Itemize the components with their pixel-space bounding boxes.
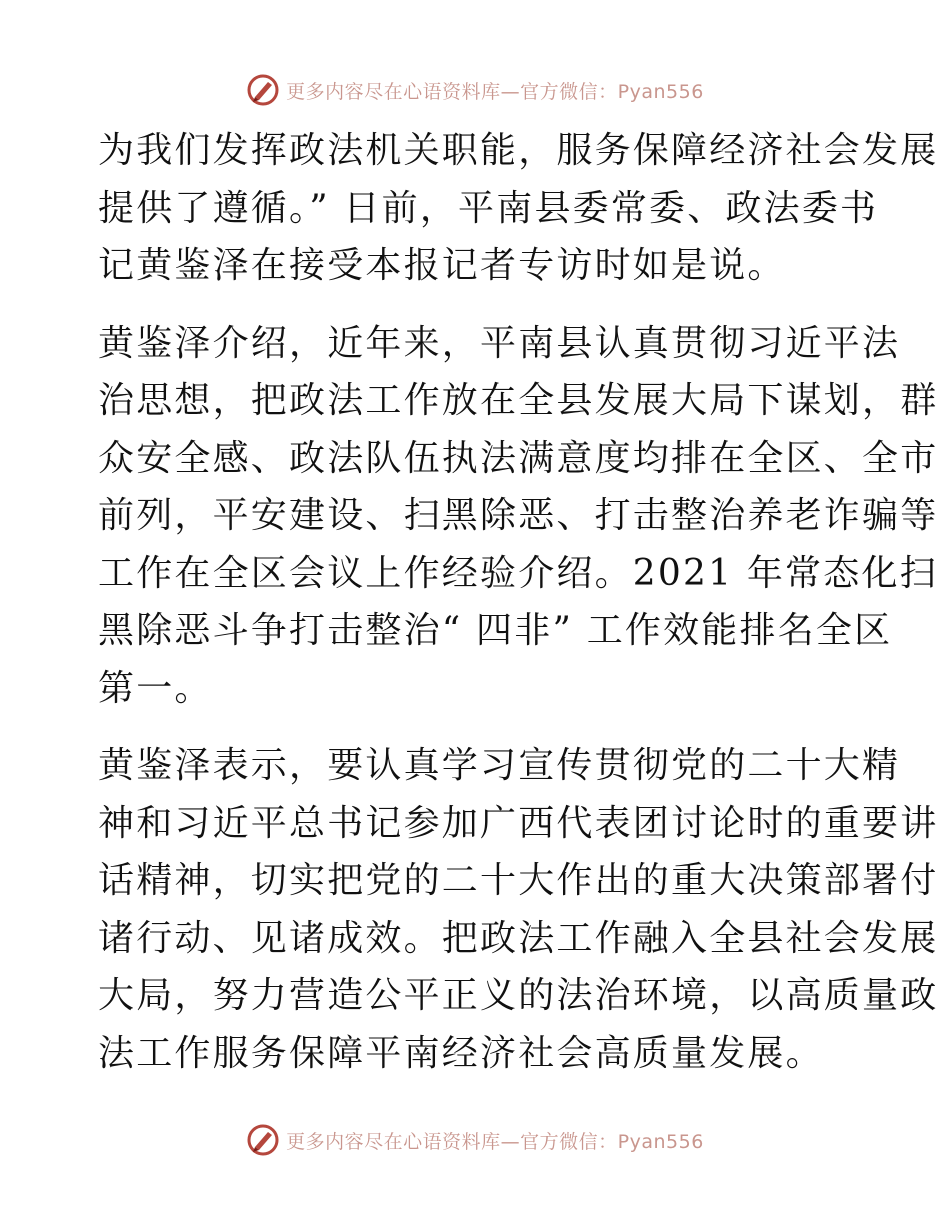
text-line: 记黄鉴泽在接受本报记者专访时如是说。 bbox=[98, 245, 786, 286]
text-line: 提供了遵循。” 日前，平南县委常委、政法委书 bbox=[98, 187, 879, 229]
watermark-text: 更多内容尽在心语资料库—官方微信：Pyan556 bbox=[286, 1130, 704, 1153]
footer-watermark bbox=[0, 1120, 950, 1160]
header-watermark bbox=[0, 70, 950, 110]
pen-logo-icon bbox=[246, 73, 280, 107]
text-line: 诸行动、见诸成效。把政法工作融入全县社会发展 bbox=[98, 917, 939, 959]
text-line: 前列，平安建设、扫黑除恶、打击整治养老诈骗等 bbox=[98, 495, 939, 536]
text-line: 为我们发挥政法机关职能，服务保障经济社会发展 bbox=[98, 130, 939, 171]
text-line: 黄鉴泽表示，要认真学习宣传贯彻党的二十大精 bbox=[98, 745, 901, 786]
pen-logo-icon bbox=[246, 1123, 280, 1157]
text-line: 治思想，把政法工作放在全县发展大局下谋划，群 bbox=[98, 380, 939, 421]
text-line: 众安全感、政法队伍执法满意度均排在全区、全市 bbox=[98, 437, 939, 479]
text-line: 黄鉴泽介绍，近年来，平南县认真贯彻习近平法 bbox=[98, 322, 901, 364]
text-line: 第一。 bbox=[98, 667, 213, 709]
text-line: 话精神，切实把党的二十大作出的重大决策部署付 bbox=[98, 860, 939, 901]
text-line: 大局，努力营造公平正义的法治环境，以高质量政 bbox=[98, 975, 939, 1016]
text-line: 法工作服务保障平南经济社会高质量发展。 bbox=[98, 1032, 824, 1074]
article-body bbox=[98, 122, 939, 1082]
watermark-text: 更多内容尽在心语资料库—官方微信：Pyan556 bbox=[286, 80, 704, 103]
paragraph-1 bbox=[98, 122, 939, 295]
text-line: 神和习近平总书记参加广西代表团讨论时的重要讲 bbox=[98, 802, 939, 844]
text-line: 工作在全区会议上作经验介绍。2021 年常态化扫 bbox=[98, 552, 938, 594]
paragraph-2 bbox=[98, 315, 939, 718]
paragraph-3 bbox=[98, 737, 939, 1082]
text-line: 黑除恶斗争打击整治“ 四非” 工作效能排名全区 bbox=[98, 610, 893, 651]
